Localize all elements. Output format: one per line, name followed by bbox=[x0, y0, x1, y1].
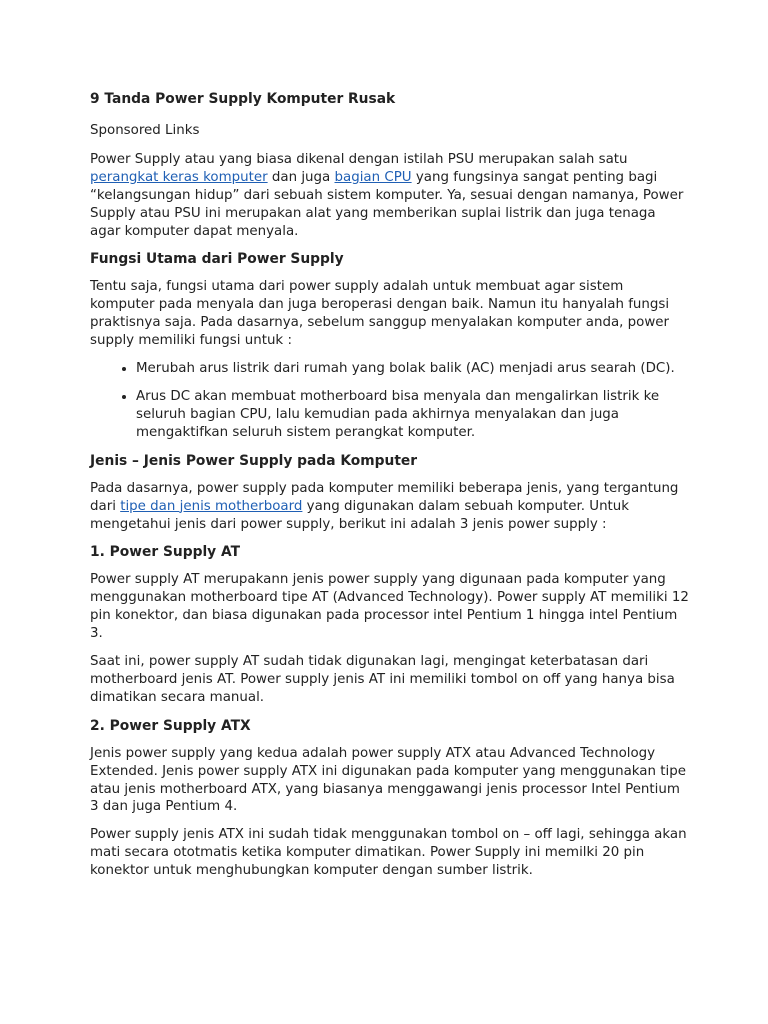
jenis-text-2: yang digunakan dalam sebuah komputer. Untuk mengetahui jenis dari power supply, berikut ini adalah 3 jenis power supply : bbox=[90, 498, 630, 532]
motherboard-link[interactable]: tipe dan jenis motherboard bbox=[120, 498, 303, 514]
document-page bbox=[90, 90, 690, 890]
heading-power-supply-atx: 2. Power Supply ATX bbox=[90, 717, 251, 734]
intro-text-3: yang fungsinya sangat penting bagi “kelangsungan hidup” dari sebuah sistem komputer. Ya, sesuai dengan namanya, Power Supply atau PSU ini merupakan alat yang memberikan suplai listrik dan juga tenaga agar komputer dapat menyala. bbox=[90, 169, 684, 239]
intro-text-1: Power Supply atau yang biasa dikenal dengan istilah PSU merupakan salah satu bbox=[90, 151, 628, 167]
atx-paragraph-2: Power supply jenis ATX ini sudah tidak menggunakan tombol on – off lagi, sehingga akan mati secara ototmatis ketika komputer dimatikan. Power Supply ini memilki 20 pin konektor untuk menghubungkan komputer dengan sumber listrik. bbox=[90, 827, 687, 879]
jenis-paragraph bbox=[90, 480, 690, 534]
jenis-text-1: Pada dasarnya, power supply pada komputer memiliki beberapa jenis, yang tergantung dari bbox=[90, 480, 679, 514]
list-item: • Arus DC akan membuat motherboard bisa menyala dan mengalirkan listrik ke seluruh bagian CPU, lalu kemudian pada akhirnya menyalakan dan juga mengaktifkan seluruh sistem perangkat komputer. bbox=[136, 388, 690, 442]
intro-text-2: dan juga bbox=[267, 169, 335, 185]
fungsi-paragraph: Tentu saja, fungsi utama dari power supply adalah untuk membuat agar sistem komputer pada menyala dan juga beroperasi dengan baik. Namun itu hanyalah fungsi praktisnya saja. Pada dasarnya, sebelum sanggup menyalakan komputer anda, power supply memiliki fungsi untuk : bbox=[90, 279, 670, 349]
intro-paragraph bbox=[90, 151, 690, 241]
bagian-cpu-link[interactable]: bagian CPU bbox=[334, 169, 412, 185]
at-paragraph-1: Power supply AT merupakann jenis power supply yang digunaan pada komputer yang menggunakan motherboard tipe AT (Advanced Technology). Power supply AT memiliki 12 pin konektor, dan biasa digunakan pada processor intel Pentium 1 hingga intel Pentium 3. bbox=[90, 572, 689, 642]
perangkat-keras-link[interactable]: perangkat keras komputer bbox=[90, 169, 268, 185]
sponsored-links-label: Sponsored Links bbox=[90, 123, 200, 138]
atx-paragraph-1: Jenis power supply yang kedua adalah power supply ATX atau Advanced Technology Extended. Jenis power supply ATX ini digunakan pada komputer yang menggunakan tipe atau jenis motherboard ATX, yang biasanya menggawangi jenis processor Intel Pentium 3 dan juga Pentium 4. bbox=[90, 745, 686, 815]
section-heading-jenis: Jenis – Jenis Power Supply pada Komputer bbox=[90, 452, 418, 469]
section-heading-fungsi: Fungsi Utama dari Power Supply bbox=[90, 251, 344, 268]
document-title: 9 Tanda Power Supply Komputer Rusak bbox=[90, 91, 396, 107]
heading-power-supply-at: 1. Power Supply AT bbox=[90, 544, 241, 561]
fungsi-bullet-list bbox=[90, 360, 690, 442]
at-paragraph-2: Saat ini, power supply AT sudah tidak digunakan lagi, mengingat keterbatasan dari motherboard jenis AT. Power supply jenis AT ini memiliki tombol on off yang hanya bisa dimatikan secara manual. bbox=[90, 654, 675, 705]
list-item: • Merubah arus listrik dari rumah yang bolak balik (AC) menjadi arus searah (DC). bbox=[136, 360, 690, 378]
